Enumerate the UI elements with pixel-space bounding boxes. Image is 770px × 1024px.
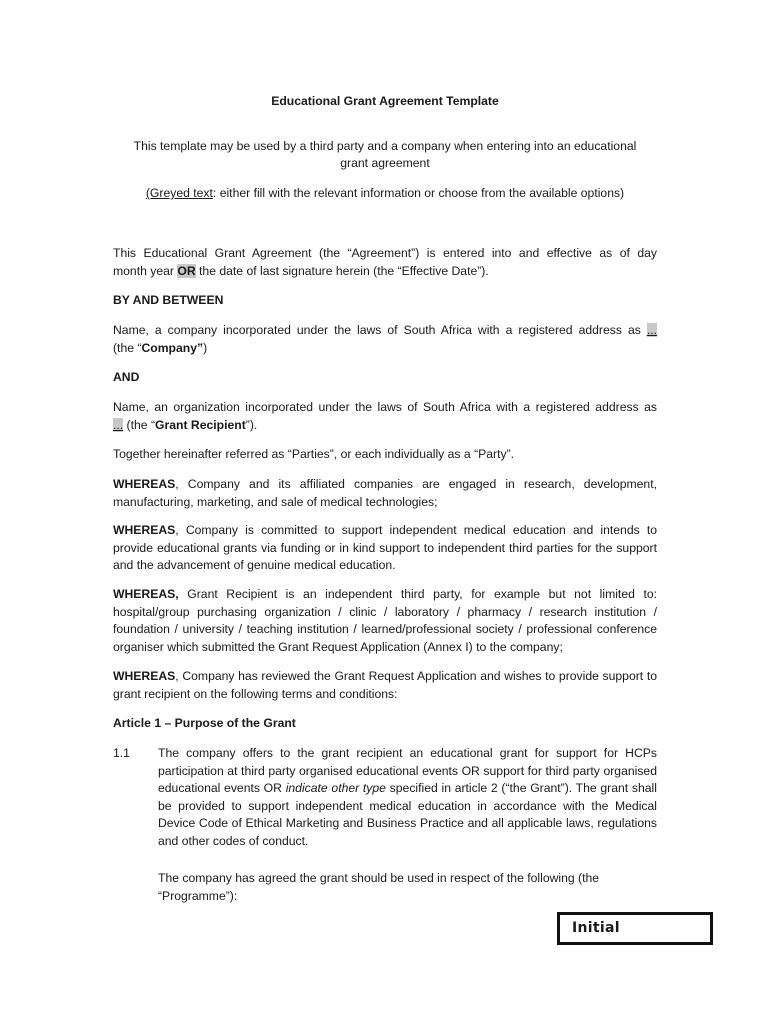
article-1-heading: Article 1 – Purpose of the Grant xyxy=(113,716,296,730)
recipient-party-paragraph xyxy=(113,399,657,434)
recipient-address-placeholder: ... xyxy=(113,417,124,432)
recipient-line-1: Name, an organization incorporated under the laws of South Africa with a registered address as xyxy=(113,400,657,414)
programme-line-1: The company has agreed the grant should be used in respect of the following (the xyxy=(158,871,600,885)
company-defined-term: Company” xyxy=(141,340,204,355)
by-and-between-heading: BY AND BETWEEN xyxy=(113,293,224,307)
whereas-label: WHEREAS xyxy=(113,523,176,537)
clause-1-1-part-b: specified in article 2 (“the Grant”). The grant shall be provided to support independent medical education in accordance with the Medical Device Code of Ethical Marketing and Business Practice and all applicable laws, regulations and other codes of conduct. xyxy=(158,781,657,848)
company-address-placeholder: ... xyxy=(646,323,657,337)
recipient-defined-term: Grant Recipient xyxy=(155,417,246,432)
whereas-3-text: Grant Recipient is an independent third party, for example but not limited to: hospital/group purchasing organization / clinic / laboratory / pharmacy / research institution / foundation / university / teaching institution / learned/professional society / professional conference organiser which submitted the Grant Request Application (Annex I) to the company; xyxy=(113,587,657,654)
greyed-text-explanation: : either fill with the relevant information or choose from the available options) xyxy=(212,186,625,200)
company-def-close: ) xyxy=(203,340,208,355)
whereas-label: WHEREAS, xyxy=(113,587,179,601)
initial-box[interactable] xyxy=(557,912,713,945)
whereas-label: WHEREAS xyxy=(113,477,176,491)
company-def-open: (the “ xyxy=(113,340,142,355)
agreement-intro-line-2 xyxy=(113,263,657,281)
whereas-clause-4 xyxy=(113,668,657,703)
company-line-1 xyxy=(113,322,657,340)
intro-line-1: This template may be used by a third party and a company when entering into an educational xyxy=(133,139,637,153)
clause-1-1-italic: indicate other type xyxy=(285,781,386,795)
date-placeholder: month year xyxy=(113,263,178,278)
whereas-clause-1 xyxy=(113,476,657,511)
document-title: Educational Grant Agreement Template xyxy=(271,94,499,108)
agreement-intro-paragraph xyxy=(113,245,657,280)
whereas-clause-3 xyxy=(113,586,657,656)
greyed-text-label: (Greyed text xyxy=(145,186,213,200)
clause-1-1-text xyxy=(158,745,657,850)
clause-1-1-part-a: The company offers to the grant recipient an educational grant for support for HCPs participation at third party organised educational events OR support for third party organised educational events OR xyxy=(158,746,657,795)
recipient-line-2 xyxy=(113,417,657,435)
company-party-paragraph xyxy=(113,322,657,357)
intro-line-2: grant agreement xyxy=(340,156,430,170)
and-heading: AND xyxy=(113,370,140,384)
whereas-clause-2 xyxy=(113,522,657,575)
recipient-def-close: ”). xyxy=(245,417,258,432)
parties-definition: Together hereinafter referred as “Parties”, or each individually as a “Party”. xyxy=(113,447,515,461)
or-option: OR xyxy=(177,263,196,278)
company-address-text: Name, a company incorporated under the laws of South Africa with a registered address as xyxy=(113,323,647,337)
effective-date-text: the date of last signature herein (the “Effective Date”). xyxy=(195,263,489,278)
greyed-text-note xyxy=(113,185,657,203)
clause-number: 1.1 xyxy=(113,746,130,760)
recipient-def-open: (the “ xyxy=(123,417,156,432)
whereas-label: WHEREAS xyxy=(113,669,176,683)
company-line-2 xyxy=(113,340,657,358)
programme-paragraph xyxy=(158,870,657,905)
initial-label: Initial xyxy=(572,920,620,936)
whereas-1-text: , Company and its affiliated companies are engaged in research, development, manufacturing, marketing, and sale of medical technologies; xyxy=(113,477,657,509)
whereas-2-text: , Company is committed to support independent medical education and intends to provide educational grants via funding or in kind support to independent third parties for the support and the advancement of genuine medical education. xyxy=(113,523,657,572)
programme-line-2: “Programme”): xyxy=(158,888,238,903)
agreement-intro-line-1: This Educational Grant Agreement (the “Agreement”) is entered into and effective as of day xyxy=(113,246,657,260)
whereas-4-text: , Company has reviewed the Grant Request Application and wishes to provide support to grant recipient on the following terms and conditions: xyxy=(113,669,657,701)
